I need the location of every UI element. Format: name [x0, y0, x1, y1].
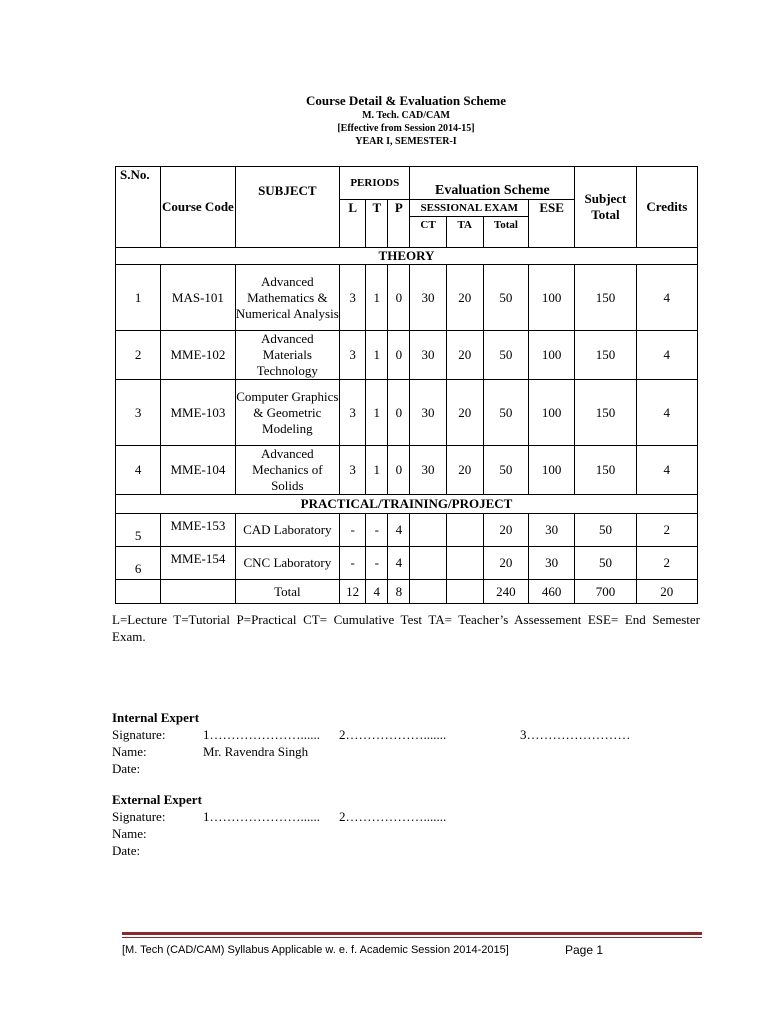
cell-ct: 30	[410, 380, 446, 446]
cell-course-code: MME-102	[161, 331, 235, 380]
cell-p: 0	[388, 380, 410, 446]
header-credits: Credits	[636, 167, 697, 248]
internal-expert-title: Internal Expert	[112, 710, 200, 725]
cell-subject-total: 150	[575, 380, 636, 446]
cell-sno: 1	[116, 265, 161, 331]
section-theory: THEORY	[116, 248, 698, 265]
cell-p: 0	[388, 331, 410, 380]
cell-ese: 30	[529, 514, 575, 547]
cell-credits: 2	[636, 547, 697, 580]
signature-line-1: 1…………………......	[203, 727, 320, 742]
table-row	[116, 547, 698, 580]
header-ese: ESE	[529, 200, 575, 248]
cell-empty	[446, 547, 483, 580]
signature-line-2: 2……………….......	[339, 727, 447, 742]
cell-ta: 20	[446, 265, 483, 331]
cell-l: 3	[340, 265, 366, 331]
cell-sno: 2	[116, 331, 161, 380]
cell-course-code: MME-154	[161, 547, 235, 580]
cell-ta: 20	[446, 446, 483, 495]
cell-l: -	[340, 514, 366, 547]
cell-total: 50	[483, 331, 528, 380]
cell-course-code: MME-103	[161, 380, 235, 446]
internal-expert-block	[112, 709, 631, 777]
cell-t: -	[366, 547, 388, 580]
cell-total: 20	[483, 514, 528, 547]
document-title: Course Detail & Evaluation Scheme	[305, 93, 507, 108]
cell-p: 8	[388, 580, 410, 604]
cell-p: 0	[388, 265, 410, 331]
header-p: P	[388, 200, 410, 248]
external-expert-title: External Expert	[112, 792, 202, 807]
cell-empty	[446, 580, 483, 604]
cell-total: 50	[483, 446, 528, 495]
cell-empty	[446, 514, 483, 547]
cell-credits: 4	[636, 331, 697, 380]
cell-ese: 30	[529, 547, 575, 580]
cell-p: 4	[388, 514, 410, 547]
header-sno: S.No.	[116, 167, 161, 248]
cell-credits: 2	[636, 514, 697, 547]
cell-l: 3	[340, 380, 366, 446]
cell-ese: 460	[529, 580, 575, 604]
cell-ta: 20	[446, 331, 483, 380]
cell-credits: 4	[636, 380, 697, 446]
table-row	[116, 446, 698, 495]
cell-sno: 5	[116, 514, 161, 547]
cell-t: 1	[366, 331, 388, 380]
cell-empty	[410, 514, 446, 547]
cell-ese: 100	[529, 331, 575, 380]
cell-total: 240	[483, 580, 528, 604]
expert-name: Mr. Ravendra Singh	[203, 744, 309, 759]
evaluation-scheme-table	[115, 166, 698, 604]
cell-subject-total: 150	[575, 331, 636, 380]
cell-empty	[116, 580, 161, 604]
header-sessional-exam: SESSIONAL EXAM	[410, 200, 529, 217]
cell-p: 4	[388, 547, 410, 580]
programme-name: M. Tech. CAD/CAM	[362, 110, 450, 121]
signature-label: Signature:	[112, 809, 166, 824]
cell-subject-total: 150	[575, 446, 636, 495]
signature-line-2: 2……………….......	[339, 809, 447, 824]
header-subject-total: Subject Total	[575, 167, 636, 248]
cell-total: 20	[483, 547, 528, 580]
header-subject: SUBJECT	[235, 167, 340, 248]
signature-label: Signature:	[112, 727, 166, 742]
footer-rule-thick	[122, 932, 702, 935]
cell-total-label: Total	[235, 580, 340, 604]
cell-t: 1	[366, 446, 388, 495]
cell-t: 1	[366, 380, 388, 446]
cell-credits: 20	[636, 580, 697, 604]
page-number: Page 1	[565, 943, 604, 957]
cell-subject: CNC Laboratory	[235, 547, 340, 580]
cell-credits: 4	[636, 265, 697, 331]
table-row	[116, 265, 698, 331]
effective-session: [Effective from Session 2014-15]	[337, 123, 475, 134]
cell-ct: 30	[410, 331, 446, 380]
header-total: Total	[483, 217, 528, 248]
signature-line-3: 3……………………	[520, 727, 631, 742]
cell-empty	[410, 547, 446, 580]
cell-subject: Advanced Mechanics of Solids	[235, 446, 340, 495]
cell-ese: 100	[529, 446, 575, 495]
header-ct: CT	[410, 217, 446, 248]
cell-ese: 100	[529, 265, 575, 331]
cell-credits: 4	[636, 446, 697, 495]
cell-sno: 3	[116, 380, 161, 446]
name-label: Name:	[112, 744, 147, 759]
cell-l: 3	[340, 446, 366, 495]
cell-subject: Advanced Materials Technology	[235, 331, 340, 380]
cell-subject: Computer Graphics & Geometric Modeling	[235, 380, 340, 446]
header-evaluation-scheme: Evaluation Scheme	[410, 167, 575, 200]
table-row-total	[116, 580, 698, 604]
footer-text: [M. Tech (CAD/CAM) Syllabus Applicable w. e. f. Academic Session 2014-2015]	[122, 944, 509, 956]
abbreviation-legend: L=Lecture T=Tutorial P=Practical CT= Cumulative Test TA= Teacher’s Assessement ESE= End Semester Exam.	[112, 612, 700, 644]
cell-l: 12	[340, 580, 366, 604]
cell-course-code: MAS-101	[161, 265, 235, 331]
cell-course-code: MME-104	[161, 446, 235, 495]
section-practical: PRACTICAL/TRAINING/PROJECT	[116, 495, 698, 514]
cell-p: 0	[388, 446, 410, 495]
cell-sno: 6	[116, 547, 161, 580]
name-label: Name:	[112, 826, 147, 841]
header-l: L	[340, 200, 366, 248]
cell-l: 3	[340, 331, 366, 380]
date-label: Date:	[112, 761, 141, 776]
table-row	[116, 380, 698, 446]
footer-rule-thin	[122, 937, 702, 938]
signature-line-1: 1…………………......	[203, 809, 320, 824]
cell-sno: 4	[116, 446, 161, 495]
header-periods: PERIODS	[340, 167, 410, 200]
year-semester: YEAR I, SEMESTER-I	[355, 136, 457, 147]
cell-subject-total: 150	[575, 265, 636, 331]
date-label: Date:	[112, 843, 141, 858]
cell-empty	[410, 580, 446, 604]
header-ta: TA	[446, 217, 483, 248]
header-t: T	[366, 200, 388, 248]
cell-subject-total: 50	[575, 547, 636, 580]
table-row	[116, 514, 698, 547]
cell-l: -	[340, 547, 366, 580]
cell-t: 1	[366, 265, 388, 331]
external-expert-block	[112, 791, 447, 859]
cell-course-code: MME-153	[161, 514, 235, 547]
table-row	[116, 331, 698, 380]
header-course-code: Course Code	[161, 167, 235, 248]
cell-ta: 20	[446, 380, 483, 446]
cell-subject: Advanced Mathematics & Numerical Analysis	[235, 265, 340, 331]
cell-subject-total: 700	[575, 580, 636, 604]
cell-t: 4	[366, 580, 388, 604]
page-footer	[122, 944, 702, 956]
cell-ese: 100	[529, 380, 575, 446]
cell-ct: 30	[410, 265, 446, 331]
cell-ct: 30	[410, 446, 446, 495]
cell-subject: CAD Laboratory	[235, 514, 340, 547]
cell-t: -	[366, 514, 388, 547]
cell-subject-total: 50	[575, 514, 636, 547]
cell-total: 50	[483, 380, 528, 446]
cell-empty	[161, 580, 235, 604]
cell-total: 50	[483, 265, 528, 331]
